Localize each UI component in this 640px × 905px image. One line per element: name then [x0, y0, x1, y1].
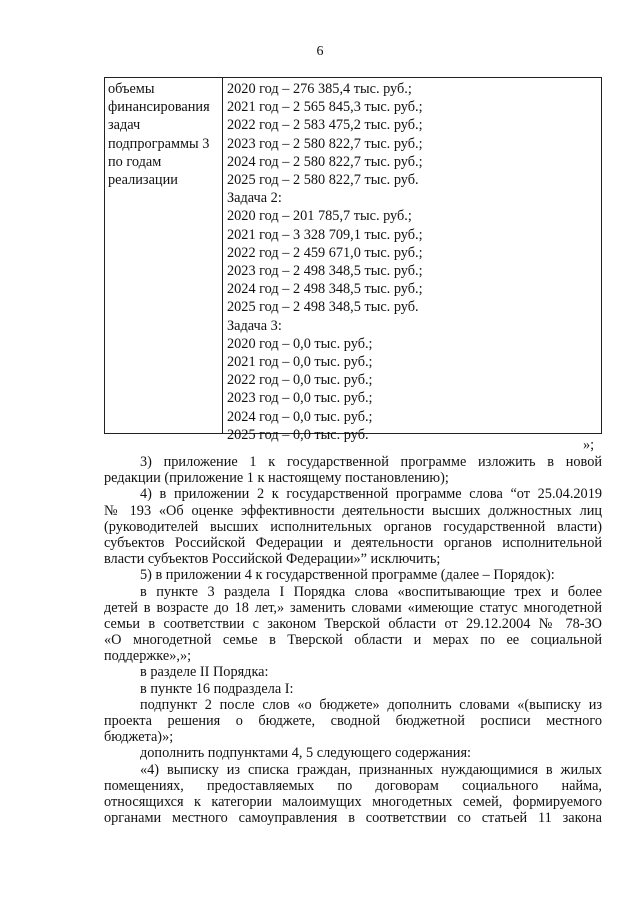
table-value-line: 2021 год – 0,0 тыс. руб.;: [227, 354, 373, 371]
text-line: в разделе II Порядка:: [140, 664, 269, 681]
table-value-line: 2021 год – 2 565 845,3 тыс. руб.;: [227, 99, 423, 116]
table-label-line: реализации: [108, 172, 178, 189]
table-value-line: 2025 год – 2 498 348,5 тыс. руб.: [227, 299, 419, 316]
text-line: органами местного самоуправления в соответствии со статьей 11 закона: [104, 810, 602, 827]
text-line: «О многодетной семье в Тверской области и мерах по ее социальной: [104, 632, 602, 649]
text-line: дополнить подпунктами 4, 5 следующего содержания:: [140, 745, 471, 762]
table-label-line: финансирования: [108, 99, 210, 116]
text-line: подпункт 2 после слов «о бюджете» дополнить словами «(выписку из: [140, 696, 602, 713]
text-line: 5) в приложении 4 к государственной программе (далее – Порядок):: [140, 567, 555, 584]
table-label-cell: [105, 78, 223, 433]
table-label-line: объемы: [108, 81, 155, 97]
body-text: [104, 454, 602, 826]
text-line: власти субъектов Российской Федерации»” исключить;: [104, 551, 441, 568]
table-value-line: 2025 год – 2 580 822,7 тыс. руб.: [227, 172, 419, 189]
page-number: 6: [316, 44, 324, 59]
table-value-line: 2022 год – 0,0 тыс. руб.;: [227, 372, 373, 389]
text-line: в пункте 16 подраздела I:: [140, 680, 294, 697]
table-value-line: 2024 год – 2 580 822,7 тыс. руб.;: [227, 153, 423, 170]
text-line: семьи в соответствии с законом Тверской области от 29.12.2004 № 78-ЗО: [104, 615, 602, 632]
financing-table: [104, 77, 602, 443]
table-value-line: 2024 год – 2 498 348,5 тыс. руб.;: [227, 281, 423, 298]
table-value-line: Задача 2:: [227, 190, 282, 207]
table-value-line: 2023 год – 2 580 822,7 тыс. руб.;: [227, 135, 423, 152]
table-value-line: 2021 год – 3 328 709,1 тыс. руб.;: [227, 226, 423, 243]
closing-quote: »;: [583, 437, 595, 453]
table-values-cell: [223, 78, 601, 443]
table-label-line: задач: [108, 117, 141, 134]
text-line: в пункте 3 раздела I Порядка слова «воспитывающие трех и более: [140, 583, 602, 600]
table-value-line: Задача 3:: [227, 317, 282, 334]
text-line: редакции (приложение 1 к настоящему постановлению);: [104, 470, 449, 487]
table-value-line: 2020 год – 201 785,7 тыс. руб.;: [227, 208, 412, 225]
table-value-line: 2020 год – 0,0 тыс. руб.;: [227, 335, 373, 352]
text-line: детей в возрасте до 18 лет,» заменить словами «имеющие статус многодетной: [104, 599, 602, 616]
text-line: поддержке»,»;: [104, 648, 192, 665]
text-line: бюджета)»;: [104, 729, 174, 746]
table-value-line: 2022 год – 2 459 671,0 тыс. руб.;: [227, 244, 423, 261]
text-line: относящихся к категории малоимущих многодетных семей, формируемого: [104, 793, 602, 810]
text-line: (руководителей высших исполнительных органов государственной власти): [104, 518, 602, 535]
text-line: 3) приложение 1 к государственной программе изложить в новой: [140, 454, 602, 470]
table-value-line: 2023 год – 2 498 348,5 тыс. руб.;: [227, 263, 423, 280]
table-label-line: по годам: [108, 153, 162, 170]
table-value-line: 2022 год – 2 583 475,2 тыс. руб.;: [227, 117, 423, 134]
text-line: помещениях, предоставляемых по договорам социального найма,: [104, 777, 602, 794]
text-line: № 193 «Об оценке эффективности деятельности высших должностных лиц: [104, 502, 602, 519]
table-value-line: 2024 год – 0,0 тыс. руб.;: [227, 408, 373, 425]
table-value-line: 2020 год – 276 385,4 тыс. руб.;: [227, 81, 412, 97]
table-value-line: 2023 год – 0,0 тыс. руб.;: [227, 390, 373, 407]
text-line: субъектов Российской Федерации и деятельности органов исполнительной: [104, 534, 602, 551]
text-line: проекта решения о бюджете, сводной бюджетной росписи местного: [104, 713, 602, 729]
table-label-line: подпрограммы 3: [108, 135, 210, 152]
table-value-line: 2025 год – 0,0 тыс. руб.: [227, 426, 369, 443]
text-line: «4) выписку из списка граждан, признанных нуждающимися в жилых: [140, 761, 602, 778]
text-line: 4) в приложении 2 к государственной программе слова “от 25.04.2019: [140, 486, 602, 503]
